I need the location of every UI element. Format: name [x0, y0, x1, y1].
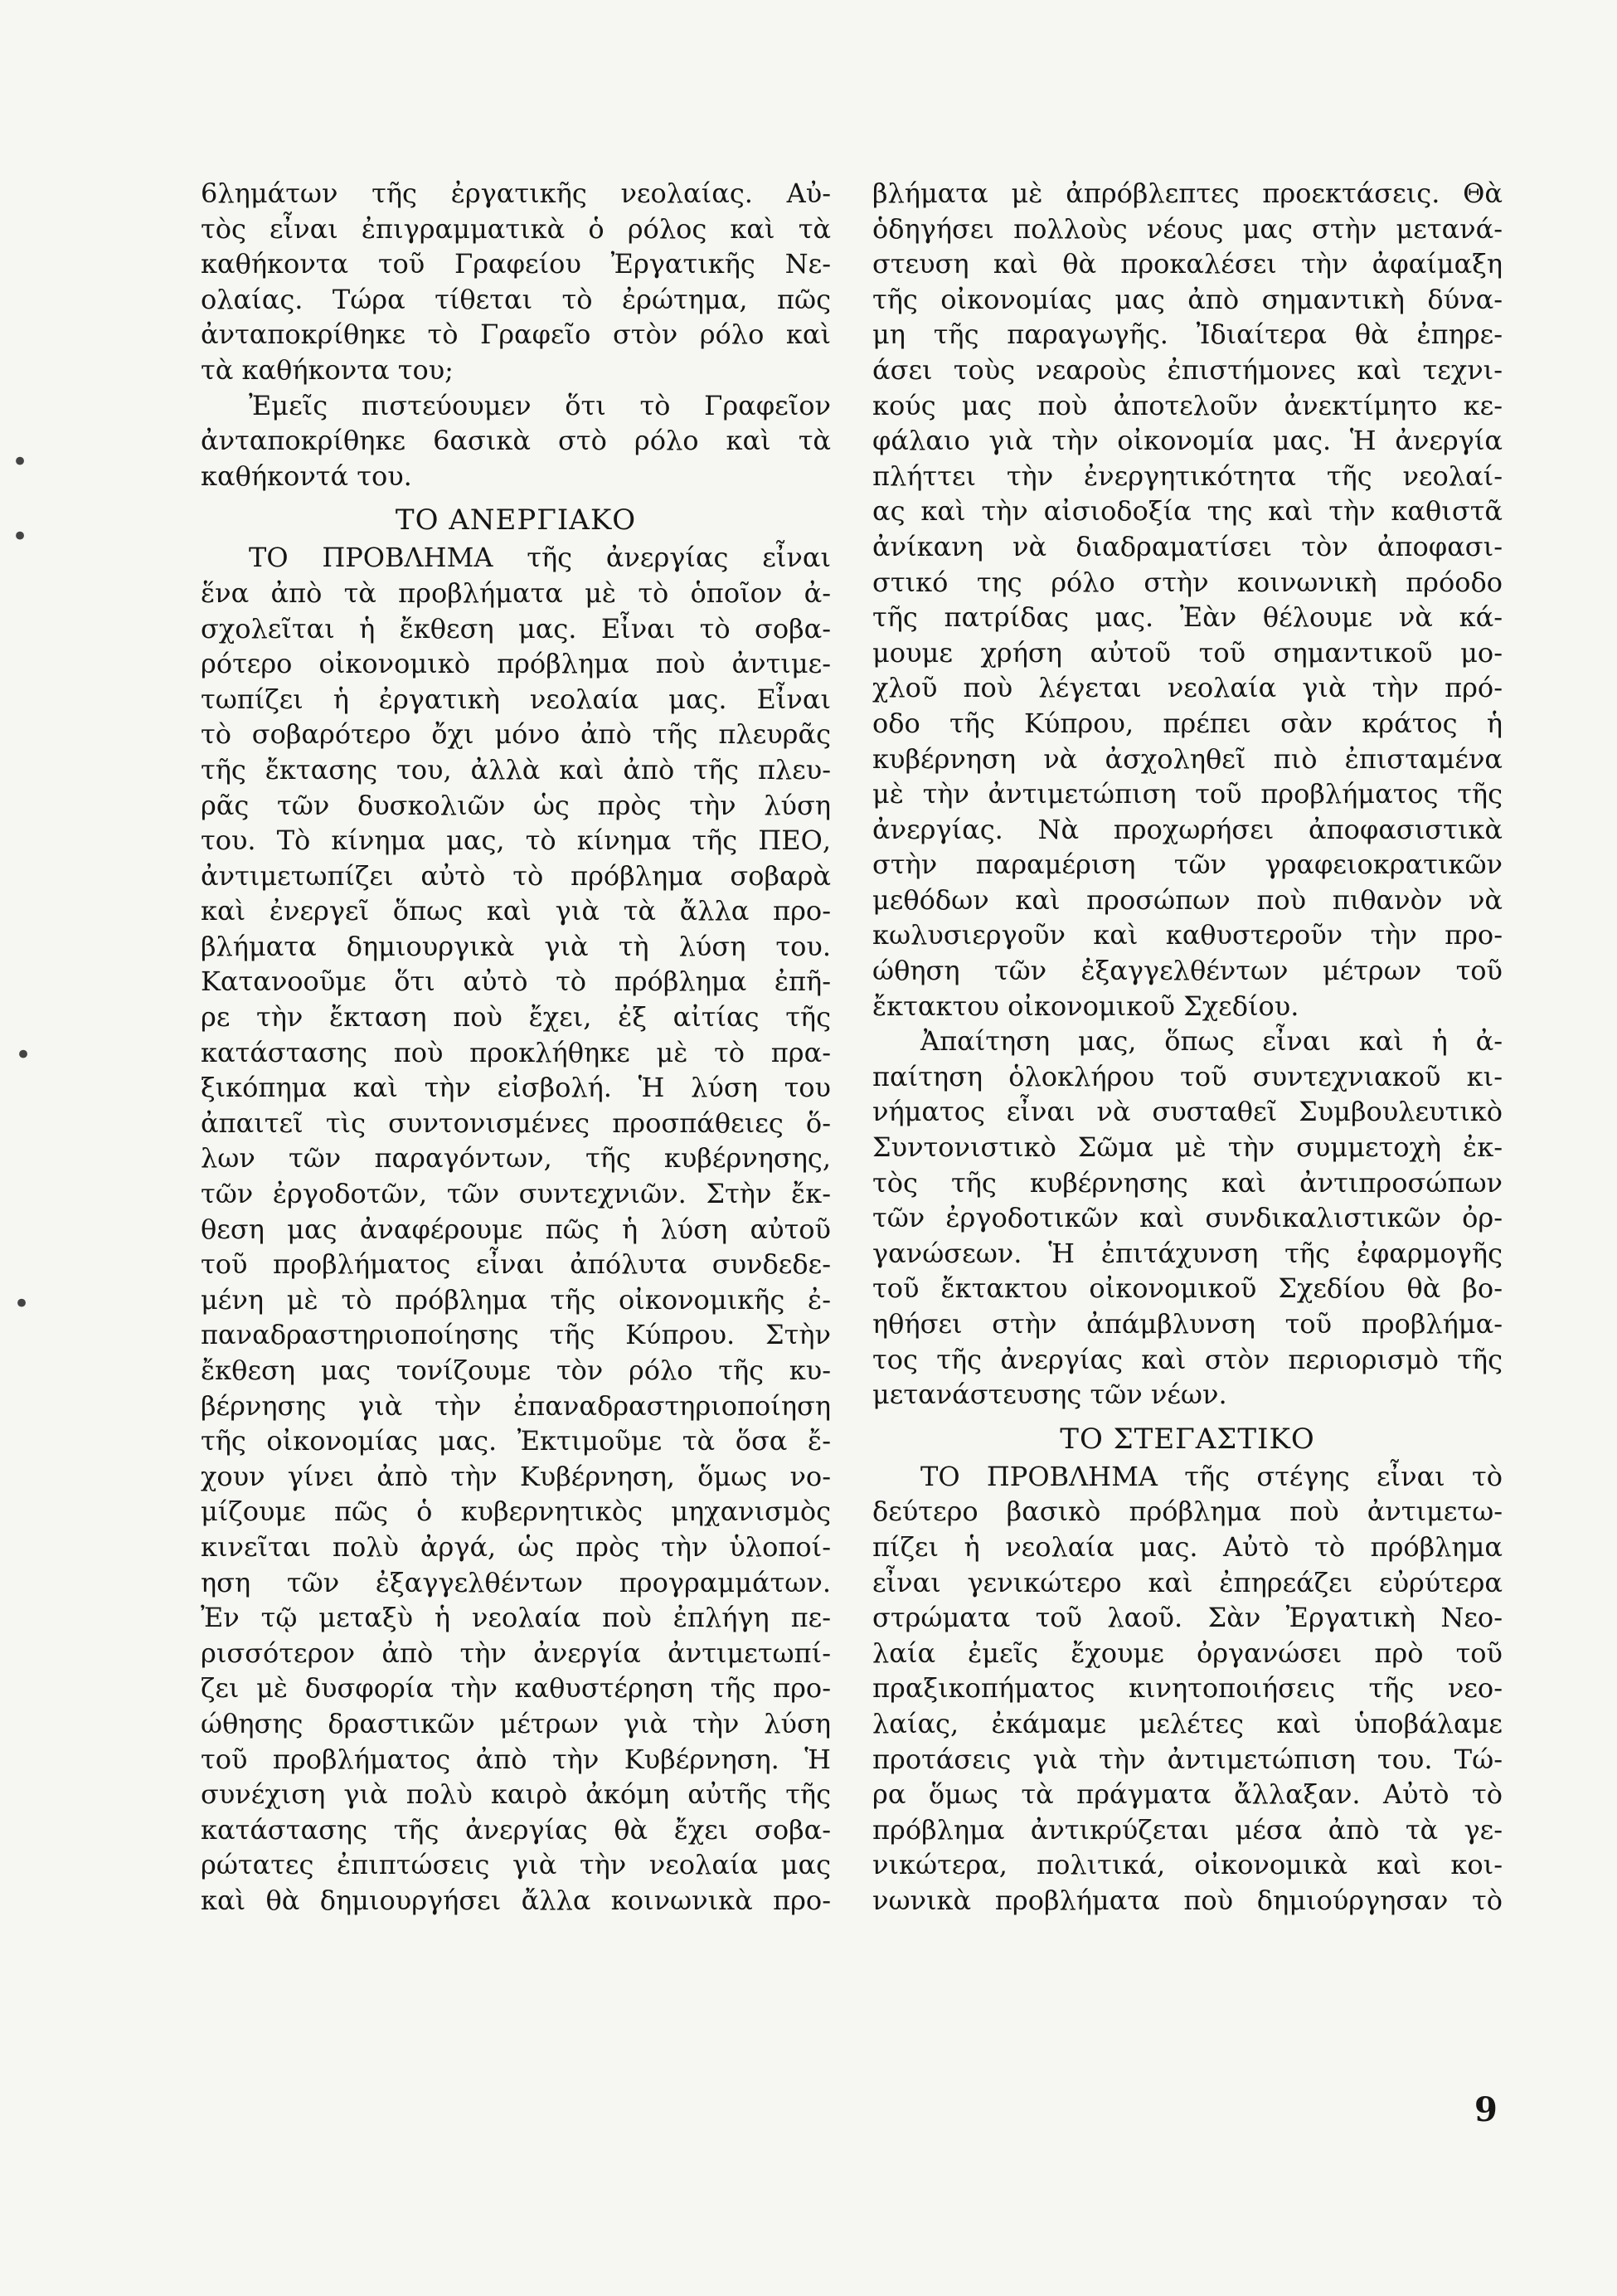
- text-line: λαίας, ἐκάμαμε μελέτες καὶ ὑποβάλαμε: [872, 1707, 1503, 1739]
- page-number: 9: [1474, 2090, 1498, 2129]
- text-line: νικώτερα, πολιτικά, οἰκονομικὰ καὶ κοι-: [872, 1849, 1503, 1881]
- text-line: χλοῦ ποὺ λέγεται νεολαία γιὰ τὴν πρό-: [872, 672, 1503, 704]
- text-line: νήματος εἶναι νὰ συσταθεῖ Συμβουλευτικὸ: [872, 1096, 1503, 1128]
- text-line: ρε τὴν ἔκταση ποὺ ἔχει, ἐξ αἰτίας τῆς: [201, 1001, 831, 1034]
- text-line: ἀνεργίας. Νὰ προχωρήσει ἀποφασιστικὰ: [872, 813, 1503, 845]
- section-heading: ΤΟ ΣΤΕΓΑΣΤΙΚΟ: [1060, 1422, 1315, 1456]
- right-text-column: [872, 176, 1503, 1919]
- text-line: ΤΟ ΠΡΟΒΛΗΜΑ τῆς στέγης εἶναι τὸ: [920, 1460, 1503, 1492]
- text-line: Συντονιστικὸ Σῶμα μὲ τὴν συμμετοχὴ ἐκ-: [872, 1131, 1503, 1164]
- text-line: λαία ἐμεῖς ἔχουμε ὀργανώσει πρὸ τοῦ: [872, 1637, 1503, 1669]
- text-line: κατάστασης τῆς ἀνεργίας θὰ ἔχει σοβα-: [201, 1813, 831, 1846]
- text-line: λων τῶν παραγόντων, τῆς κυβέρνησης,: [201, 1142, 831, 1175]
- text-line: ΤΟ ΠΡΟΒΛΗΜΑ τῆς ἀνεργίας εἶναι: [249, 542, 831, 574]
- scan-margin-mark: •: [12, 520, 29, 553]
- text-line: συνέχιση γιὰ πολὺ καιρὸ ἀκόμη αὐτῆς τῆς: [201, 1778, 831, 1811]
- text-line: καθήκοντά του.: [201, 460, 412, 492]
- left-text-column: [201, 176, 831, 1919]
- text-line: τῆς ἔκτασης του, ἀλλὰ καὶ ἀπὸ τῆς πλευ-: [201, 753, 831, 786]
- text-line: ολαίας. Τώρα τίθεται τὸ ἐρώτημα, πῶς: [201, 283, 831, 315]
- text-line: κυβέρνηση νὰ ἀσχοληθεῖ πιὸ ἐπισταμένα: [872, 742, 1503, 775]
- text-line: γανώσεων. Ἡ ἐπιτάχυνση τῆς ἐφαρμογῆς: [872, 1237, 1503, 1269]
- text-line: ἕνα ἀπὸ τὰ προβλήματα μὲ τὸ ὁποῖον ἀ-: [201, 576, 831, 609]
- text-line: κωλυσιεργοῦν καὶ καθυστεροῦν τὴν προ-: [872, 919, 1503, 951]
- text-line: ἀνταποκρίθηκε 6ασικὰ στὸ ρόλο καὶ τὰ: [201, 425, 831, 457]
- text-line: τῆς πατρίδας μας. Ἐὰν θέλουμε νὰ κά-: [872, 601, 1503, 634]
- scan-margin-mark: •: [13, 1287, 31, 1321]
- text-line: οδο τῆς Κύπρου, πρέπει σὰν κράτος ἡ: [872, 707, 1503, 739]
- text-line: βλήματα δημιουργικὰ γιὰ τὴ λύση του.: [201, 930, 831, 962]
- text-line: Ἐν τῷ μεταξὺ ἡ νεολαία ποὺ ἐπλήγη πε-: [201, 1602, 831, 1634]
- text-line: μὲ τὴν ἀντιμετώπιση τοῦ προβλήματος τῆς: [872, 778, 1503, 810]
- text-line: τοῦ προβλήματος ἀπὸ τὴν Κυβέρνηση. Ἡ: [201, 1743, 831, 1775]
- text-line: του. Τὸ κίνημα μας, τὸ κίνημα τῆς ΠΕΟ,: [201, 825, 831, 857]
- text-line: πραξικοπήματος κινητοποιήσεις τῆς νεο-: [872, 1672, 1503, 1705]
- text-line: Ἀπαίτηση μας, ὅπως εἶναι καὶ ἡ ἀ-: [920, 1025, 1503, 1058]
- text-line: ρισσότερον ἀπὸ τὴν ἀνεργία ἀντιμετωπί-: [201, 1637, 831, 1669]
- text-line: πλήττει τὴν ἐνεργητικότητα τῆς νεολαί-: [872, 460, 1503, 492]
- text-line: σχολεῖται ἡ ἔκθεση μας. Εἶναι τὸ σοβα-: [201, 612, 831, 645]
- text-line: μεθόδων καὶ προσώπων ποὺ πιθανὸν νὰ: [872, 883, 1503, 916]
- text-line: ηθήσει στὴν ἀπάμβλυνση τοῦ προβλήμα-: [872, 1308, 1503, 1340]
- text-line: παναδραστηριοποίησης τῆς Κύπρου. Στὴν: [201, 1319, 831, 1351]
- text-line: ρώτατες ἐπιπτώσεις γιὰ τὴν νεολαία μας: [201, 1849, 831, 1881]
- text-line: άσει τοὺς νεαροὺς ἐπιστήμονες καὶ τεχνι-: [872, 353, 1503, 386]
- text-line: δεύτερο βασικὸ πρόβλημα ποὺ ἀντιμετω-: [872, 1496, 1503, 1528]
- text-line: πίζει ἡ νεολαία μας. Αὐτὸ τὸ πρόβλημα: [872, 1530, 1503, 1563]
- text-line: εἶναι γενικώτερο καὶ ἐπηρεάζει εὐρύτερα: [872, 1566, 1503, 1598]
- text-line: ἀντιμετωπίζει αὐτὸ τὸ πρόβλημα σοβαρὰ: [201, 859, 831, 892]
- text-line: τωπίζει ἡ ἐργατικὴ νεολαία μας. Εἶναι: [201, 683, 831, 715]
- text-line: ξικόπημα καὶ τὴν εἰσβολή. Ἡ λύση του: [201, 1072, 831, 1104]
- text-line: στευση καὶ θὰ προκαλέσει τὴν ἀφαίμαξη: [872, 248, 1503, 280]
- text-line: ἔκθεση μας τονίζουμε τὸν ρόλο τῆς κυ-: [201, 1355, 831, 1386]
- text-line: ἀνταποκρίθηκε τὸ Γραφεῖο στὸν ρόλο καὶ: [201, 319, 831, 351]
- text-line: στικό της ρόλο στὴν κοινωνικὴ πρόοδο: [872, 566, 1503, 598]
- text-line: μετανάστευσης τῶν νέων.: [872, 1379, 1227, 1411]
- scan-margin-mark: •: [12, 445, 29, 479]
- text-line: Ἐμεῖς πιστεύουμεν ὅτι τὸ Γραφεῖον: [249, 389, 831, 421]
- text-line: θεση μας ἀναφέρουμε πῶς ἡ λύση αὐτοῦ: [201, 1213, 831, 1245]
- scan-margin-mark: •: [15, 1039, 32, 1072]
- text-line: τὸς εἶναι ἐπιγραμματικὰ ὁ ρόλος καὶ τὰ: [201, 212, 831, 245]
- text-line: ηση τῶν ἐξαγγελθέντων προγραμμάτων.: [201, 1566, 831, 1598]
- text-line: καθήκοντα τοῦ Γραφείου Ἐργατικῆς Νε-: [201, 248, 831, 280]
- text-line: μη τῆς παραγωγῆς. Ἰδιαίτερα θὰ ἐπηρε-: [872, 319, 1503, 351]
- text-line: ἀπαιτεῖ τὶς συντονισμένες προσπάθειες ὅ-: [201, 1107, 831, 1139]
- text-line: Κατανοοῦμε ὅτι αὐτὸ τὸ πρόβλημα ἐπῆ-: [201, 966, 831, 998]
- text-line: τοῦ ἔκτακτου οἰκονομικοῦ Σχεδίου θὰ βο-: [872, 1272, 1503, 1305]
- text-line: ας καὶ τὴν αἰσιοδοξία της καὶ τὴν καθιστᾶ: [872, 495, 1503, 528]
- text-line: ἔκτακτου οἰκονομικοῦ Σχεδίου.: [872, 990, 1299, 1022]
- text-line: πρόβλημα ἀντικρύζεται μέσα ἀπὸ τὰ γε-: [872, 1813, 1503, 1846]
- text-line: ώθησης δραστικῶν μέτρων γιὰ τὴν λύση: [201, 1707, 831, 1739]
- text-line: τῆς οἰκονομίας μας ἀπὸ σημαντικὴ δύνα-: [872, 283, 1503, 315]
- text-line: τοῦ προβλήματος εἶναι ἀπόλυτα συνδεδε-: [201, 1248, 831, 1281]
- text-line: μένη μὲ τὸ πρόβλημα τῆς οἰκονομικῆς ἐ-: [201, 1283, 831, 1316]
- text-line: τῶν ἐργοδοτικῶν καὶ συνδικαλιστικῶν ὀρ-: [872, 1202, 1503, 1234]
- text-line: 6λημάτων τῆς ἐργατικῆς νεολαίας. Αὐ-: [201, 178, 831, 209]
- text-line: ὁδηγήσει πολλοὺς νέους μας στὴν μετανά-: [872, 212, 1503, 245]
- section-heading: ΤΟ ΑΝΕΡΓΙΑΚΟ: [395, 503, 637, 538]
- text-line: τος τῆς ἀνεργίας καὶ στὸν περιορισμὸ τῆς: [872, 1343, 1503, 1375]
- text-line: τῶν ἐργοδοτῶν, τῶν συντεχνιῶν. Στὴν ἔκ-: [201, 1178, 831, 1210]
- text-line: προτάσεις γιὰ τὴν ἀντιμετώπιση του. Τώ-: [872, 1743, 1503, 1775]
- text-line: ρα ὅμως τὰ πράγματα ἄλλαξαν. Αὐτὸ τὸ: [872, 1778, 1503, 1811]
- text-line: καὶ θὰ δημιουργήσει ἄλλα κοινωνικὰ προ-: [201, 1884, 831, 1916]
- text-line: τὸς τῆς κυβέρνησης καὶ ἀντιπροσώπων: [872, 1166, 1503, 1199]
- text-line: στρώματα τοῦ λαοῦ. Σὰν Ἐργατικὴ Νεο-: [872, 1602, 1503, 1634]
- text-line: κινεῖται πολὺ ἀργά, ὡς πρὸς τὴν ὑλοποί-: [201, 1530, 831, 1563]
- text-line: ζει μὲ δυσφορία τὴν καθυστέρηση τῆς προ-: [201, 1672, 831, 1705]
- text-line: κούς μας ποὺ ἀποτελοῦν ἀνεκτίμητο κε-: [872, 389, 1503, 421]
- text-line: τὰ καθήκοντα του;: [201, 353, 454, 386]
- text-line: μίζουμε πῶς ὁ κυβερνητικὸς μηχανισμὸς: [201, 1496, 831, 1528]
- text-line: ἀνίκανη νὰ διαδραματίσει τὸν ἀποφασι-: [872, 530, 1503, 562]
- text-line: τῆς οἰκονομίας μας. Ἐκτιμοῦμε τὰ ὅσα ἔ-: [201, 1425, 831, 1457]
- text-line: τὸ σοβαρότερο ὄχι μόνο ἀπὸ τῆς πλευρᾶς: [201, 718, 831, 751]
- text-line: καὶ ἐνεργεῖ ὅπως καὶ γιὰ τὰ ἄλλα προ-: [201, 895, 831, 927]
- text-line: χουν γίνει ἀπὸ τὴν Κυβέρνηση, ὅμως νο-: [201, 1460, 831, 1492]
- text-line: ρότερο οἰκονομικὸ πρόβλημα ποὺ ἀντιμε-: [201, 648, 831, 680]
- text-line: παίτηση ὁλοκλήρου τοῦ συντεχνιακοῦ κι-: [872, 1060, 1503, 1092]
- text-line: ρᾶς τῶν δυσκολιῶν ὡς πρὸς τὴν λύση: [201, 789, 831, 821]
- text-line: μουμε χρήση αὐτοῦ τοῦ σημαντικοῦ μο-: [872, 636, 1503, 669]
- text-line: νωνικὰ προβλήματα ποὺ δημιούργησαν τὸ: [872, 1884, 1503, 1916]
- text-line: ώθηση τῶν ἐξαγγελθέντων μέτρων τοῦ: [872, 955, 1503, 987]
- text-line: φάλαιο γιὰ τὴν οἰκονομία μας. Ἡ ἀνεργία: [872, 425, 1503, 457]
- text-line: βλήματα μὲ ἀπρόβλεπτες προεκτάσεις. Θὰ: [872, 178, 1503, 209]
- text-line: κατάστασης ποὺ προκλήθηκε μὲ τὸ πρα-: [201, 1036, 831, 1068]
- text-line: στὴν παραμέριση τῶν γραφειοκρατικῶν: [872, 849, 1503, 881]
- text-line: βέρνησης γιὰ τὴν ἐπαναδραστηριοποίηση: [201, 1389, 831, 1422]
